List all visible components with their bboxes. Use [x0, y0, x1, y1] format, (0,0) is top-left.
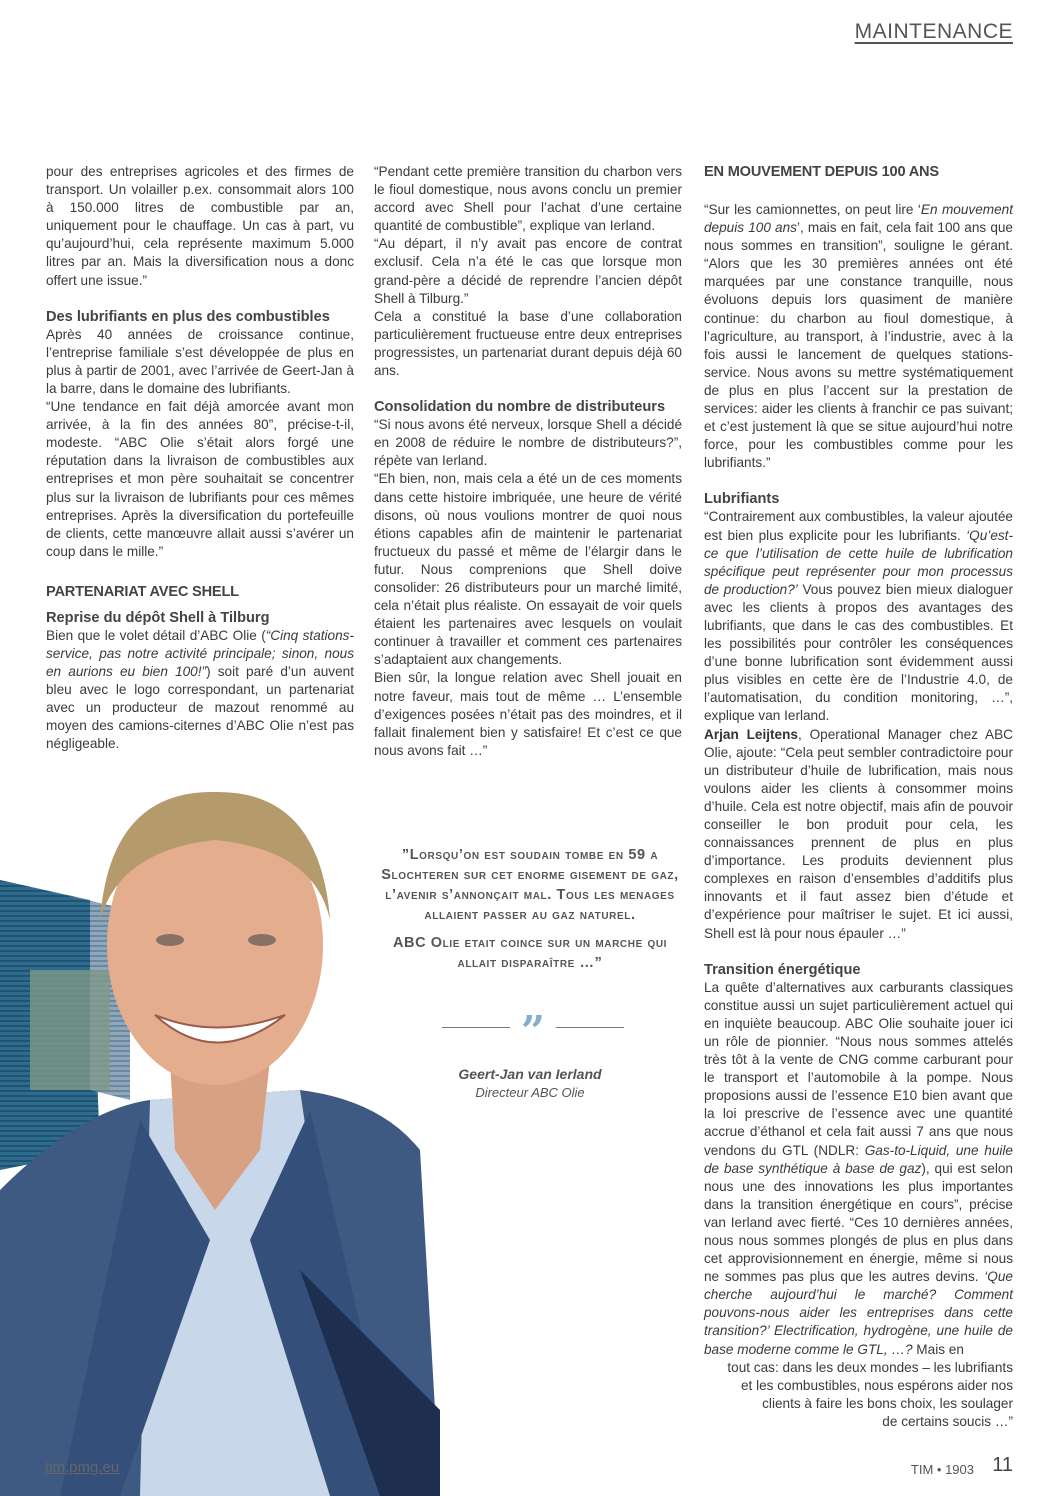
divider-line: [556, 1027, 624, 1028]
page-number: 11: [992, 1454, 1013, 1476]
subheading: Des lubrifiants en plus des combustibles: [46, 308, 330, 325]
section-label: MAINTENANCE: [854, 20, 1013, 43]
column-3: [704, 163, 1013, 1431]
quote-author: Geert-Jan van Ierland: [458, 1066, 602, 1082]
subheading: Consolidation du nombre de distributeurs: [374, 399, 666, 416]
quote-author-role: Directeur ABC Olie: [475, 1085, 585, 1100]
paragraph: Après 40 années de croissance continue, l’entreprise familiale s’est développée de plus en plus à partir de 2001, avec l’arrivée de Geert-Jan à la barre, dans le domaine des lubrifiants.: [46, 326, 354, 396]
pull-quote-text: ”Lorsqu’on est soudain tombe en 59 a Slochteren sur cet enorme gisement de gaz, l’avenir s’annonçait mal. Tous les menages allaient passer au gaz naturel.: [381, 847, 679, 923]
paragraph: “Au départ, il n’y avait pas encore de contrat exclusif. Cela n’a été le cas que lorsque mon grand-père a décidé de reprendre l’ancien dépôt Shell à Tilburg.”: [374, 236, 682, 306]
portrait-photo: [0, 770, 440, 1496]
paragraph: “Eh bien, non, mais cela a été un de ces moments dans cette histoire imbriquée, une heure de vérité disons, où nous voulions montrer de quoi nous étions capables afin de maintenir le partenariat fructueux du passé et même de l’élargir dans le futur. Nous comprenions que Shell doive consolider: 26 distributeurs pour un marché limité, cela n’était plus réaliste. On essayait de voir quels étaient les partenaires avec lesquels on voulait continuer à travailler et comment ces partenaires s’adaptaient aux changements.: [374, 471, 682, 668]
subheading: Reprise du dépôt Shell à Tilburg: [46, 609, 270, 626]
subheading: Lubrifiants: [704, 491, 780, 508]
pull-quote-text: ABC Olie etait coince sur un marche qui allait disparaître …”: [392, 935, 668, 971]
paragraph: “Une tendance en fait déjà amorcée avant mon arrivée, à la fin des années 80”, précise-t-il, modeste. “ABC Olie s’était alors forgé une réputation dans la livraison de combustibles aux entreprises et mon père souhaitait se concentrer plus sur la livraison de lubrifiants pour ces mêmes entreprises. Après la diversification du portefeuille de clients, cette manœuvre allait aussi s’avérer un coup dans le mille.”: [46, 399, 354, 559]
paragraph-tail: tout cas: dans les deux mondes – les lubrifiants: [727, 1359, 1013, 1375]
section-heading: EN MOUVEMENT DEPUIS 100 ANS: [704, 164, 939, 180]
paragraph: “Contrairement aux combustibles, la valeur ajoutée est bien plus explicite pour les lubrifiants. ‘Qu’est-ce que l’utilisation de cette huile de lubrification spécifique peut représenter pour mon processus de production?’ Vous pouvez bien mieux dialoguer avec les clients à propos des avantages des lubrifiants, que dans le cas des combustibles. Et les possibilités pour contrôler les conséquences d’une bonne lubrification sont évidemment aussi plus visibles en cette ère de l’Industrie 4.0, de l’automatisation, du condition monitoring, …”, explique van Ierland.: [704, 509, 1013, 724]
magazine-issue: TIM • 1903: [910, 1462, 974, 1477]
quote-divider: [442, 1007, 624, 1056]
column-1: [46, 163, 354, 754]
column-2: [374, 163, 682, 760]
paragraph: “Pendant cette première transition du charbon vers le fioul domestique, nous avons conclu un premier accord avec Shell pour l’achat d’une certaine quantité de combustible”, explique van Ierland.: [374, 164, 682, 234]
paragraph: “Sur les camionnettes, on peut lire ‘En mouvement depuis 100 ans’, mais en fait, cela fait 100 ans que nous sommes en transition”, souligne le gérant. “Alors que les 30 premières années ont été marquées par une constance tranquille, nous évoluons depuis lors quasiment de manière continue: du charbon au fioul domestique, à l’agriculture, au transport, à l’industrie, avec à la fois aussi le lancement de quelques stations-service. Nous avons su mettre systématiquement de plus en plus l’accent sur la prestation de services: aider les clients à franchir ce pas suivant; et c’est justement là que se situe aujourd’hui notre force, pour les combustibles comme pour les lubrifiants.”: [704, 202, 1013, 471]
paragraph: pour des entreprises agricoles et des firmes de transport. Un volailler p.ex. consommait alors 100 à 150.000 litres de combustible par an, uniquement pour le chauffage. Un cas à part, vu qu’aujourd’hui, cela représente maximum 5.000 litres par an. Mais la diversification nous a donc offert une issue.”: [46, 164, 354, 288]
footer-website-link[interactable]: tim.pmg.eu: [45, 1459, 120, 1476]
paragraph-tail: clients à faire les bons choix, les soulager: [762, 1395, 1013, 1411]
section-heading: PARTENARIAT AVEC SHELL: [46, 583, 239, 600]
paragraph-tail: de certains soucis …”: [882, 1413, 1013, 1429]
paragraph-tail: et les combustibles, nous espérons aider nos: [740, 1377, 1013, 1393]
paragraph: “Si nous avons été nerveux, lorsque Shell a décidé en 2008 de réduire le nombre de distributeurs?”, répète van Ierland.: [374, 417, 682, 469]
paragraph: Bien sûr, la longue relation avec Shell jouait en notre faveur, mais tout de même … L’ensemble d’exigences posées n’était pas des moindres, et il fallait finalement bien y satisfaire! Et c’est ce que nous avons fait …”: [374, 670, 682, 758]
paragraph: La quête d’alternatives aux carburants classiques constitue aussi un sujet particulièrement actuel qui en inquiète beaucoup. ABC Olie souhaite jouer ici un rôle de pionnier. “Nous nous sommes attelés très tôt à la vente de CNG comme carburant pour le transport et l’automobile à la pompe. Nous proposions aussi de l’essence E10 bien avant que la loi prescrive de l’essence avec une quantité accrue d’éthanol et cela fait aussi 7 ans que nous vendons du GTL (NDLR: Gas-to-Liquid, une huile de base synthétique à base de gaz), qui est selon nous une des innovations les plus importantes dans la transition énergétique en cours”, précise van Ierland avec fierté. “Ces 10 dernières années, nous nous sommes plongés de plus en plus dans cet approvisionnement en énergie, même si nous ne sommes pas plus que les autres devins. ‘Que cherche aujourd’hui le marché? Comment pouvons-nous aider les entreprises dans cette transition?’ Electrification, hydrogène, une huile de base moderne comme le GTL, …? Mais en: [704, 979, 1013, 1357]
quote-mark-icon: ”: [520, 1007, 546, 1056]
paragraph: Cela a constitué la base d’une collaboration particulièrement fructueuse entre deux entreprises progressistes, un partenariat durant depuis déjà 60 ans.: [374, 308, 682, 379]
divider-line: [442, 1027, 510, 1028]
paragraph: Arjan Leijtens, Operational Manager chez ABC Olie, ajoute: “Cela peut sembler contradictoire pour un distributeur d’huile de lubrification, mais nous voulons aider les clients à consommer moins d’huile. Cela est notre objectif, mais afin de pouvoir conseiller le bon produit pour cela, les connaissances prennent de plus en plus d’importance. Les produits deviennent plus complexes en raison d’ensembles d’additifs plus innovants et il faut assez bien d’étude et d’expérience pour maîtriser le sujet. Et ici aussi, Shell est là pour nous épauler …”: [704, 726, 1013, 941]
paragraph: Bien que le volet détail d’ABC Olie (“Cinq stations-service, pas notre activité principale; sinon, nous en aurions eu bien 100!”) soit paré d’un auvent bleu avec le logo correspondant, un partenariat avec un producteur de mazout renommé au moyen des camions-citernes d’ABC Olie n’est pas négligeable.: [46, 627, 355, 752]
subheading: Transition énergétique: [704, 961, 861, 978]
